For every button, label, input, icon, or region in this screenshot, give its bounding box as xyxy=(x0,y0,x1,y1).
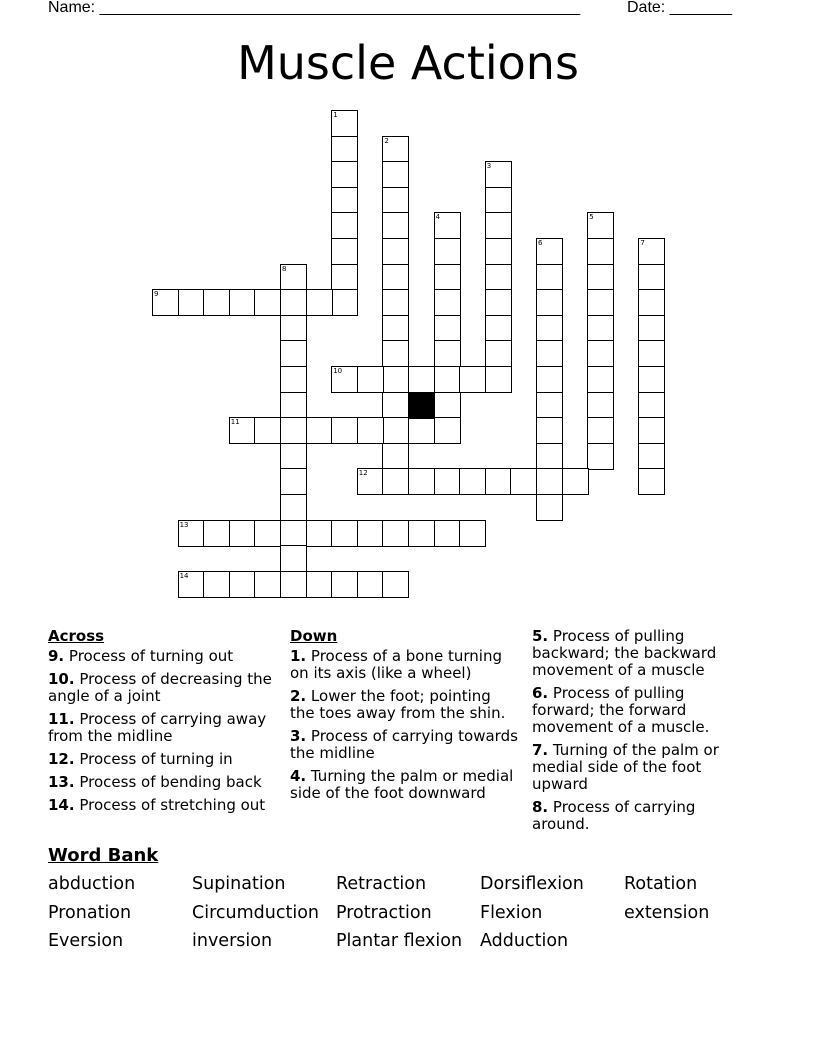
grid-cell[interactable] xyxy=(536,366,563,393)
black-square xyxy=(408,392,435,419)
grid-cell[interactable] xyxy=(331,520,358,547)
down-heading: Down xyxy=(290,627,338,645)
down-clues-column-1 xyxy=(290,628,518,808)
grid-cell[interactable] xyxy=(280,366,307,393)
grid-cell[interactable] xyxy=(587,392,614,419)
across-heading: Across xyxy=(48,627,105,645)
grid-cell[interactable] xyxy=(587,443,614,470)
grid-cell[interactable] xyxy=(178,571,205,598)
grid-cell[interactable] xyxy=(434,212,461,239)
word-bank-item: Rotation xyxy=(624,874,698,894)
clue-down-6: 6. Process of pulling forward; the forward movement of a muscle. xyxy=(532,684,710,736)
clue-number: 7 xyxy=(640,239,645,247)
grid-cell[interactable] xyxy=(280,417,307,444)
grid-cell[interactable] xyxy=(331,212,358,239)
grid-cell[interactable] xyxy=(485,289,512,316)
grid-cell[interactable] xyxy=(203,571,230,598)
clue-across-13: 13. Process of bending back xyxy=(48,773,262,791)
grid-cell[interactable] xyxy=(306,289,333,316)
clue-across-10: 10. Process of decreasing the angle of a joint xyxy=(48,670,272,705)
grid-cell[interactable] xyxy=(382,417,409,444)
clue-number: 12 xyxy=(358,469,368,478)
word-bank-item: Protraction xyxy=(336,902,432,923)
page-title: Muscle Actions xyxy=(237,36,579,90)
clue-down-1: 1. Process of a bone turning on its axis (like a wheel) xyxy=(290,647,502,682)
grid-cell[interactable] xyxy=(357,571,384,598)
clue-down-4: 4. Turning the palm or medial side of the foot downward xyxy=(290,767,514,802)
grid-cell[interactable] xyxy=(638,238,665,265)
clue-down-3: 3. Process of carrying towards the midline xyxy=(290,727,518,762)
grid-cell[interactable] xyxy=(331,571,358,598)
grid-cell[interactable] xyxy=(280,264,307,291)
grid-cell[interactable] xyxy=(536,238,563,265)
grid-cell[interactable] xyxy=(485,161,512,188)
grid-cell[interactable] xyxy=(587,315,614,342)
grid-cell[interactable] xyxy=(587,289,614,316)
clue-across-12: 12. Process of turning in xyxy=(48,750,233,768)
grid-cell[interactable] xyxy=(638,315,665,342)
grid-cell[interactable] xyxy=(434,417,461,444)
down-clues-column-2 xyxy=(532,628,732,839)
grid-cell[interactable] xyxy=(331,238,358,265)
grid-cell[interactable] xyxy=(638,392,665,419)
grid-cell[interactable] xyxy=(280,289,307,316)
grid-cell[interactable] xyxy=(434,289,461,316)
grid-cell[interactable] xyxy=(254,571,281,598)
grid-cell[interactable] xyxy=(434,392,461,419)
grid-cell[interactable] xyxy=(382,468,409,495)
grid-cell[interactable] xyxy=(229,417,256,444)
clue-across-14: 14. Process of stretching out xyxy=(48,796,266,814)
grid-cell[interactable] xyxy=(254,520,281,547)
grid-cell[interactable] xyxy=(536,494,563,521)
word-bank-item: Plantar flexion xyxy=(336,931,463,951)
grid-cell[interactable] xyxy=(382,238,409,265)
grid-cell[interactable] xyxy=(382,212,409,239)
grid-cell[interactable] xyxy=(280,392,307,419)
clue-number: 13 xyxy=(179,520,189,529)
grid-cell[interactable] xyxy=(408,366,435,393)
word-bank-item: Dorsiflexion xyxy=(480,874,584,894)
clue-number: 11 xyxy=(230,418,240,427)
grid-cell[interactable] xyxy=(254,289,281,316)
grid-cell[interactable] xyxy=(331,264,358,291)
clue-number: 6 xyxy=(538,239,543,247)
date-field: Date: _______ xyxy=(627,0,732,16)
grid-cell[interactable] xyxy=(434,238,461,265)
grid-cell[interactable] xyxy=(178,289,205,316)
word-bank-item: Pronation xyxy=(48,902,132,923)
grid-cell[interactable] xyxy=(638,417,665,444)
grid-cell[interactable] xyxy=(408,417,435,444)
word-bank-item: extension xyxy=(624,902,710,923)
grid-cell[interactable] xyxy=(382,187,409,214)
grid-cell[interactable] xyxy=(536,468,563,495)
grid-cell[interactable] xyxy=(382,340,409,367)
grid-cell[interactable] xyxy=(306,520,333,547)
grid-cell[interactable] xyxy=(536,264,563,291)
grid-cell[interactable] xyxy=(280,545,307,572)
grid-cell[interactable] xyxy=(485,315,512,342)
grid-cell[interactable] xyxy=(331,366,358,393)
word-bank-item: Eversion xyxy=(48,931,124,951)
clue-number: 5 xyxy=(589,213,594,222)
grid-cell[interactable] xyxy=(536,315,563,342)
across-clues xyxy=(48,628,283,820)
grid-cell[interactable] xyxy=(229,289,256,316)
word-bank-item: Circumduction xyxy=(192,902,319,923)
grid-cell[interactable] xyxy=(587,238,614,265)
grid-cell[interactable] xyxy=(382,315,409,342)
clue-down-7: 7. Turning of the palm or medial side of the foot upward xyxy=(532,741,719,793)
clue-number: 3 xyxy=(486,162,492,171)
grid-cell[interactable] xyxy=(382,264,409,291)
clue-number: 9 xyxy=(154,290,159,299)
clue-number: 8 xyxy=(282,264,287,273)
grid-cell[interactable] xyxy=(229,520,256,547)
clue-across-11: 11. Process of carrying away from the midline xyxy=(48,710,267,745)
grid-cell[interactable] xyxy=(357,520,384,547)
clue-down-5: 5. Process of pulling backward; the backward movement of a muscle xyxy=(532,627,717,679)
grid-cell[interactable] xyxy=(638,289,665,316)
word-bank-heading: Word Bank xyxy=(48,845,159,866)
grid-cell[interactable] xyxy=(485,468,512,495)
word-bank-item: inversion xyxy=(192,931,273,951)
grid-cell[interactable] xyxy=(485,366,512,393)
grid-cell[interactable] xyxy=(254,417,281,444)
word-bank-item: Adduction xyxy=(480,931,569,951)
grid-cell[interactable] xyxy=(587,264,614,291)
grid-cell[interactable] xyxy=(382,161,409,188)
grid-cell[interactable] xyxy=(331,136,358,163)
grid-cell[interactable] xyxy=(434,520,461,547)
grid-cell[interactable] xyxy=(587,340,614,367)
grid-cell[interactable] xyxy=(485,212,512,239)
grid-cell[interactable] xyxy=(306,571,333,598)
grid-cell[interactable] xyxy=(510,468,537,495)
word-bank-item: Retraction xyxy=(336,874,427,894)
grid-cell[interactable] xyxy=(485,238,512,265)
grid-cell[interactable] xyxy=(587,417,614,444)
grid-cell[interactable] xyxy=(638,366,665,393)
grid-cell[interactable] xyxy=(382,366,409,393)
grid-cell[interactable] xyxy=(178,520,205,547)
grid-cell[interactable] xyxy=(434,366,461,393)
grid-cell[interactable] xyxy=(536,417,563,444)
grid-cell[interactable] xyxy=(638,443,665,470)
grid-cell[interactable] xyxy=(331,110,358,137)
grid-cell[interactable] xyxy=(382,136,409,163)
clue-number: 2 xyxy=(384,136,389,145)
grid-cell[interactable] xyxy=(306,417,333,444)
clue-number: 14 xyxy=(179,571,189,580)
clue-down-8: 8. Process of carrying around. xyxy=(532,798,696,833)
grid-cell[interactable] xyxy=(536,340,563,367)
grid-cell[interactable] xyxy=(357,366,384,393)
word-bank-item: Flexion xyxy=(480,902,543,923)
grid-cell[interactable] xyxy=(280,468,307,495)
grid-cell[interactable] xyxy=(382,571,409,598)
grid-cell[interactable] xyxy=(382,289,409,316)
grid-cell[interactable] xyxy=(203,289,230,316)
grid-cell[interactable] xyxy=(280,340,307,367)
grid-cell[interactable] xyxy=(434,340,461,367)
clue-across-9: 9. Process of turning out xyxy=(48,647,234,665)
clue-number: 10 xyxy=(333,367,343,375)
grid-cell[interactable] xyxy=(280,315,307,342)
grid-cell[interactable] xyxy=(562,468,589,495)
grid-cell[interactable] xyxy=(536,443,563,470)
grid-cell[interactable] xyxy=(485,187,512,214)
grid-cell[interactable] xyxy=(638,468,665,495)
grid-cell[interactable] xyxy=(280,571,307,598)
grid-cell[interactable] xyxy=(382,520,409,547)
grid-cell[interactable] xyxy=(382,392,409,419)
word-bank-item: abduction xyxy=(48,874,136,894)
grid-cell[interactable] xyxy=(638,264,665,291)
clue-down-2: 2. Lower the foot; pointing the toes away from the shin. xyxy=(290,687,506,722)
grid-cell[interactable] xyxy=(459,366,486,393)
grid-cell[interactable] xyxy=(280,494,307,521)
grid-cell[interactable] xyxy=(536,289,563,316)
grid-cell[interactable] xyxy=(459,520,486,547)
grid-cell[interactable] xyxy=(485,264,512,291)
grid-cell[interactable] xyxy=(280,520,307,547)
grid-cell[interactable] xyxy=(485,340,512,367)
grid-cell[interactable] xyxy=(434,468,461,495)
grid-cell[interactable] xyxy=(536,392,563,419)
clue-number: 4 xyxy=(435,213,441,222)
grid-cell[interactable] xyxy=(357,468,384,495)
grid-cell[interactable] xyxy=(587,212,614,239)
grid-cell[interactable] xyxy=(408,520,435,547)
grid-cell[interactable] xyxy=(408,468,435,495)
grid-cell[interactable] xyxy=(587,366,614,393)
grid-cell[interactable] xyxy=(331,417,358,444)
grid-cell[interactable] xyxy=(382,443,409,470)
grid-cell[interactable] xyxy=(331,161,358,188)
grid-cell[interactable] xyxy=(331,187,358,214)
word-bank-item: Supination xyxy=(192,874,286,894)
grid-cell[interactable] xyxy=(434,264,461,291)
grid-cell[interactable] xyxy=(434,315,461,342)
clue-number: 1 xyxy=(333,111,338,119)
grid-cell[interactable] xyxy=(152,289,179,316)
grid-cell[interactable] xyxy=(203,520,230,547)
grid-cell[interactable] xyxy=(459,468,486,495)
grid-cell[interactable] xyxy=(638,340,665,367)
grid-cell[interactable] xyxy=(357,417,384,444)
name-field: Name: ______________________________________________________ xyxy=(48,0,581,16)
grid-cell[interactable] xyxy=(280,443,307,470)
grid-cell[interactable] xyxy=(331,289,358,316)
grid-cell[interactable] xyxy=(229,571,256,598)
